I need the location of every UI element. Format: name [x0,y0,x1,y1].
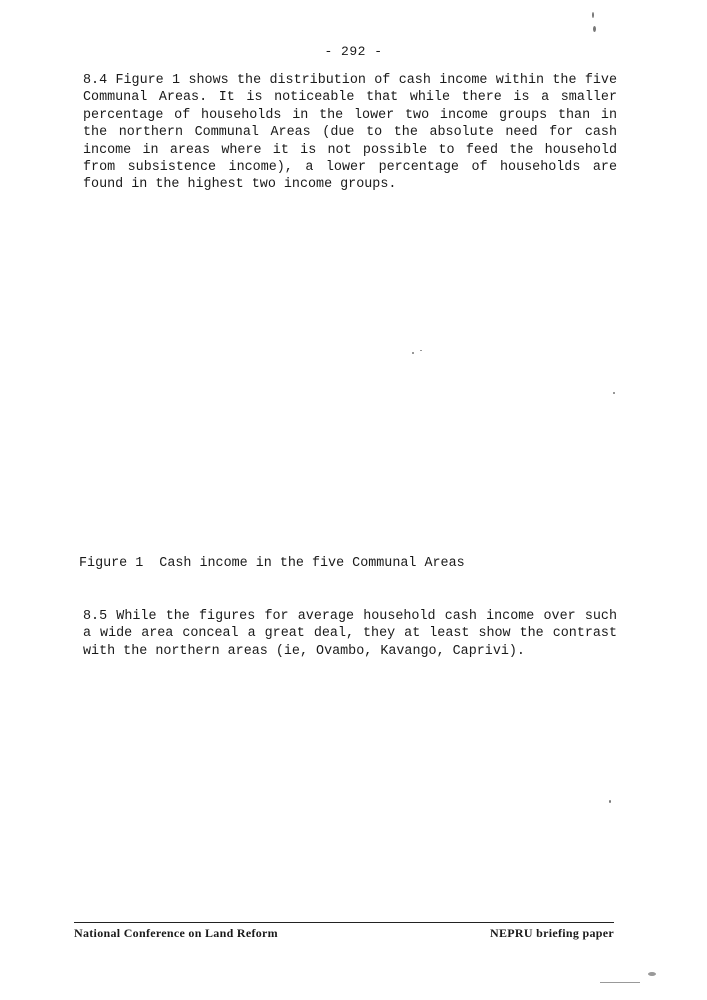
figure-caption [79,555,465,572]
scan-speck [648,972,656,976]
footer-conference-name: National Conference on Land Reform [74,926,278,940]
scan-speck [613,392,615,394]
scan-speck [600,982,640,983]
page-number: - 292 - [324,44,383,59]
scan-speck [412,352,414,354]
scan-speck [592,12,594,18]
footer-paper-type: NEPRU briefing paper [490,926,614,940]
paragraph-8-5: 8.5 While the figures for average household cash income over such a wide area conceal a great deal, they at least show the contrast with the northern areas (ie, Ovambo, Kavango, Caprivi). [83,609,617,659]
scan-speck [609,800,611,803]
footer-divider [74,922,614,923]
scan-speck [593,26,596,32]
figure-caption-text: Cash income in the five Communal Areas [159,556,465,571]
paragraph-8-4: 8.4 Figure 1 shows the distribution of cash income within the five Communal Areas. It is noticeable that while there is a smaller percentage of households in the lower two income groups than in the northern Communal Areas (due to the absolute need for cash income in areas where it is not possible to feed the household from subsistence income), a lower percentage of households are found in the highest two income groups. [83,73,617,193]
figure-placeholder [83,210,617,540]
figure-caption-number: Figure 1 [79,556,144,571]
scan-speck [420,350,422,351]
